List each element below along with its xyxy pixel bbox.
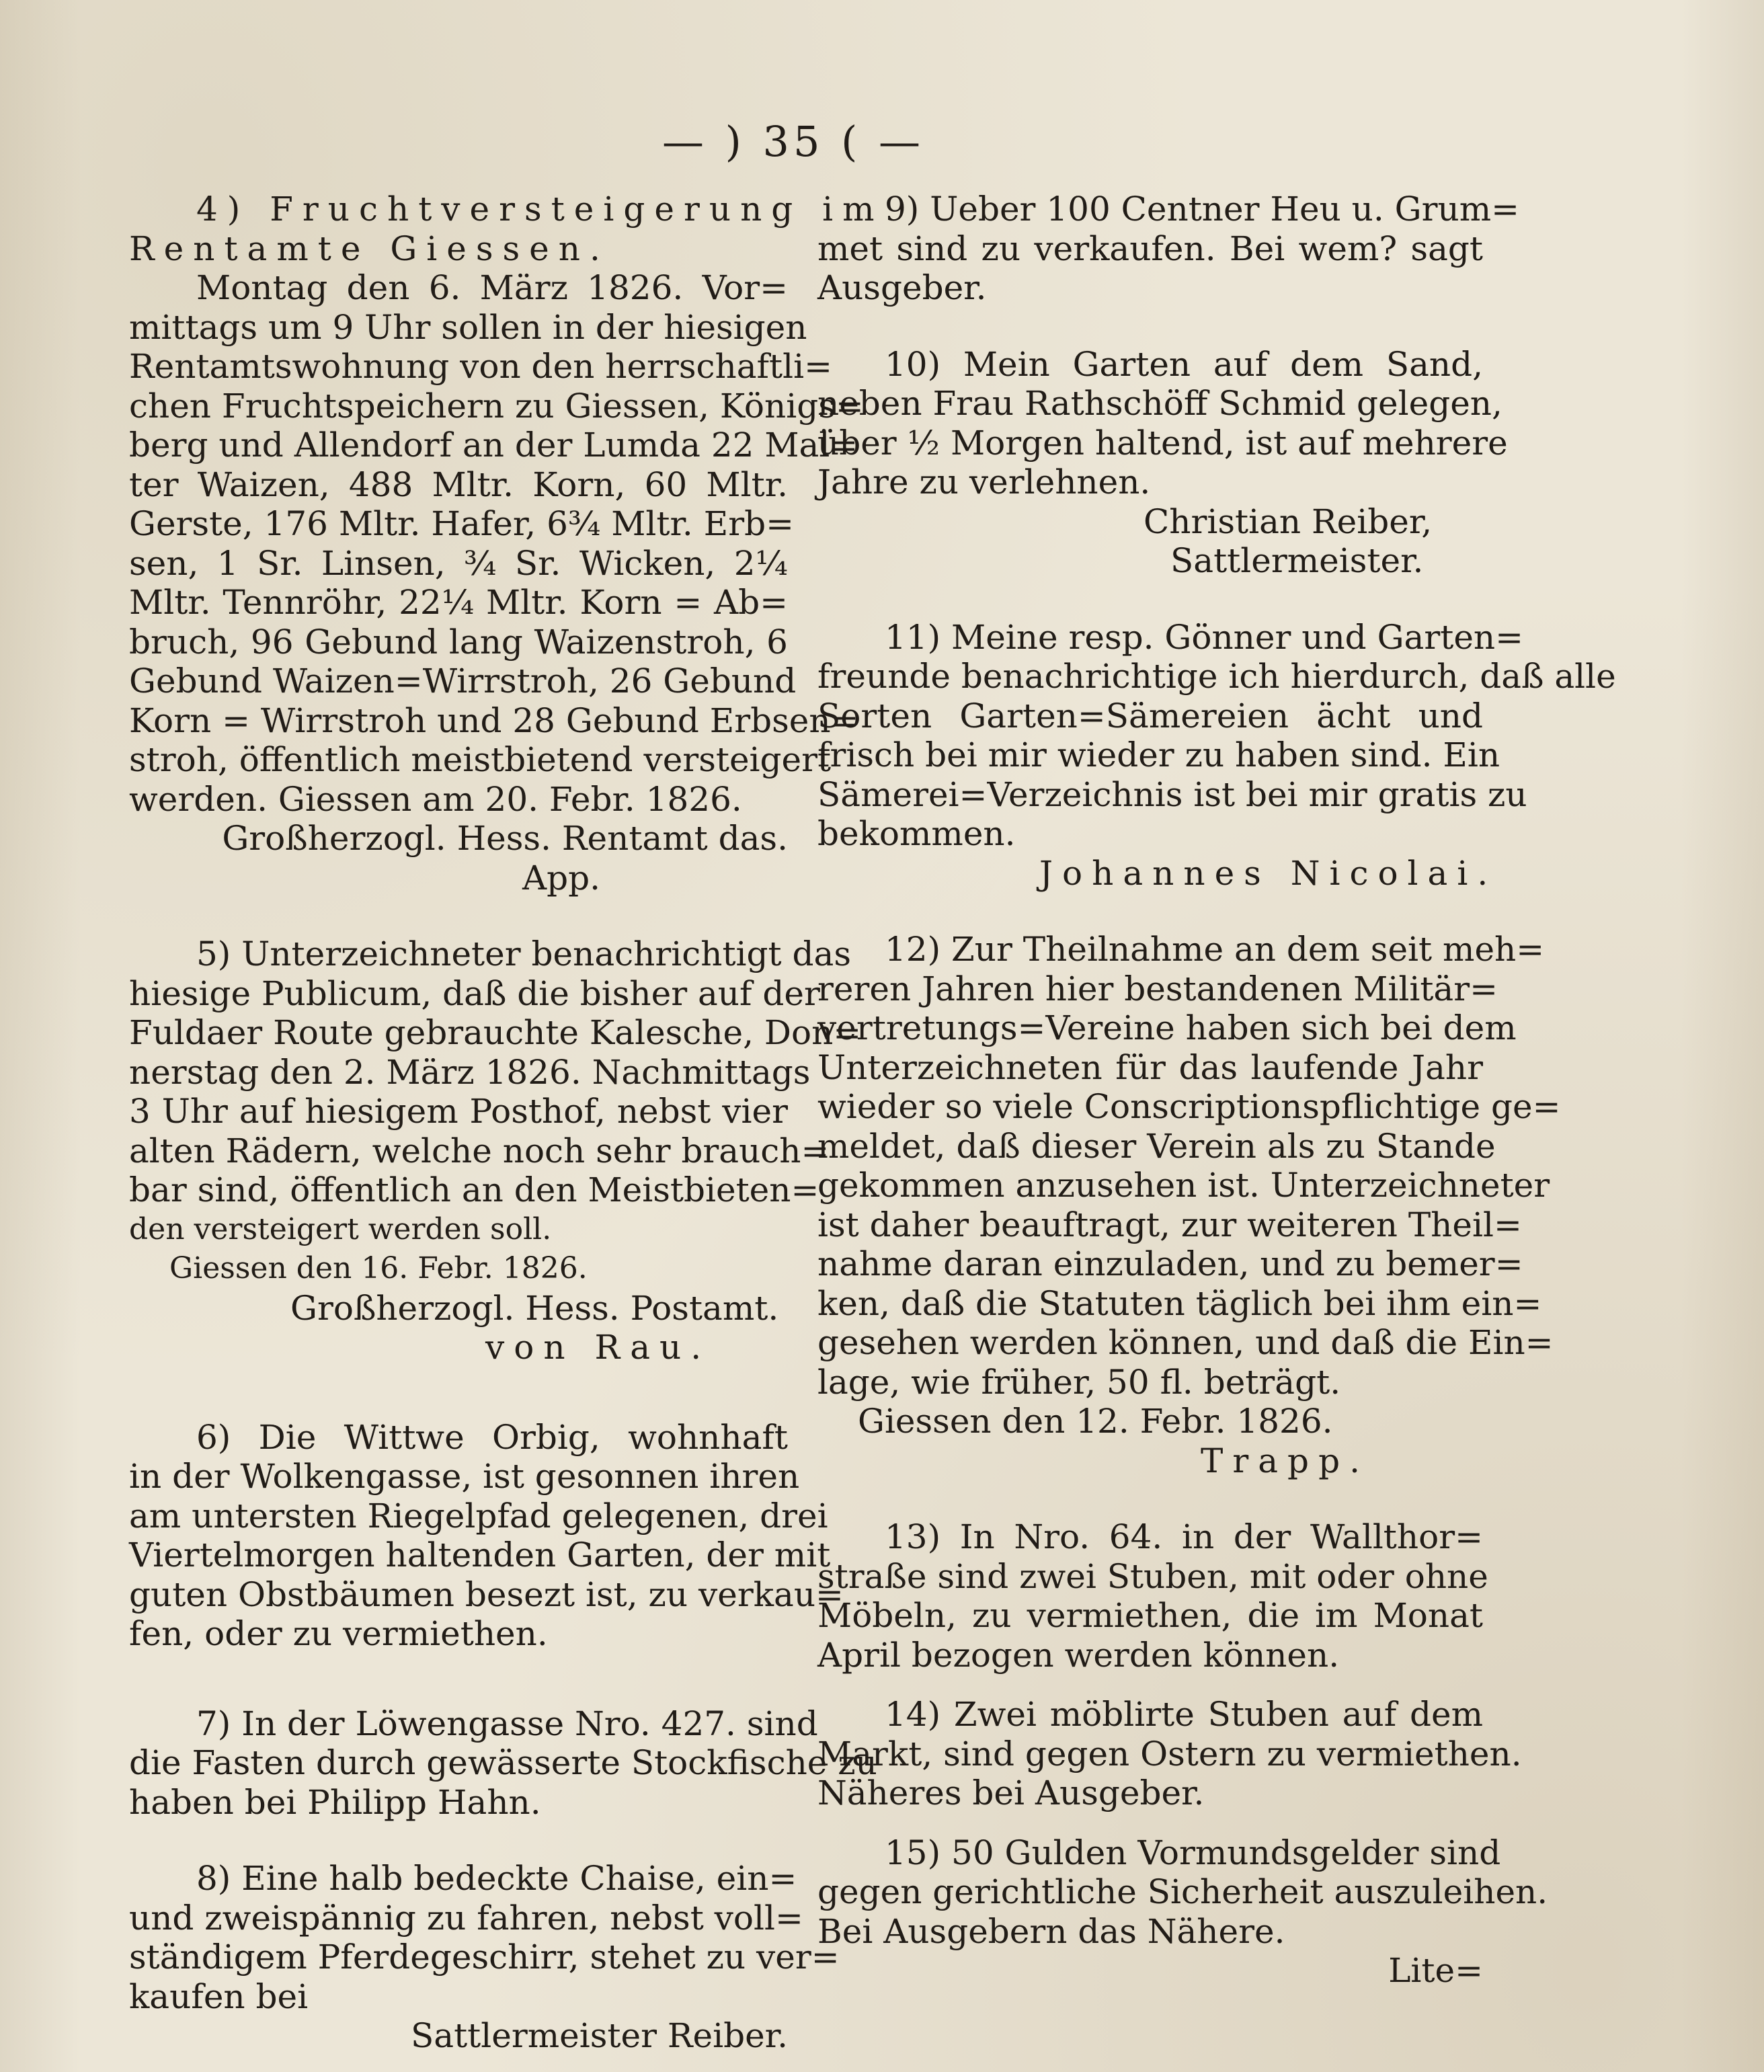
text-line: hiesige Publicum, daß die bisher auf der bbox=[129, 973, 820, 1013]
text-line: mittags um 9 Uhr sollen in der hiesigen bbox=[129, 307, 807, 347]
text-line: Gebund Waizen=Wirrstroh, 26 Gebund bbox=[129, 662, 797, 701]
text-line: 11) Meine resp. Gönner und Garten= bbox=[885, 617, 1523, 657]
text-line: gekommen anzusehen ist. Unterzeichneter bbox=[817, 1166, 1550, 1205]
text-line: stroh, öffentlich meistbietend versteigert bbox=[129, 740, 832, 779]
notice-title: 4) Fruchtversteigerung im bbox=[196, 190, 884, 229]
text-line: 7) In der Löwengasse Nro. 427. sind bbox=[196, 1704, 818, 1743]
signature: Christian Reiber, bbox=[1144, 502, 1433, 541]
text-line: alten Rädern, welche noch sehr brauch= bbox=[129, 1131, 830, 1170]
text-line: in der Wolkengasse, ist gesonnen ihren bbox=[129, 1457, 800, 1496]
signature: Trapp. bbox=[1201, 1441, 1369, 1480]
dateline: Giessen den 16. Febr. 1826. bbox=[169, 1251, 588, 1285]
text-line: ist daher beauftragt, zur weiteren Theil= bbox=[817, 1205, 1522, 1244]
text-line: straße sind zwei Stuben, mit oder ohne bbox=[817, 1556, 1488, 1596]
text-line: frisch bei mir wieder zu haben sind. Ein bbox=[817, 735, 1500, 774]
signature-name: von Rau. bbox=[485, 1328, 711, 1367]
text-line: 15) 50 Gulden Vormundsgelder sind bbox=[885, 1833, 1501, 1872]
text-line: chen Fruchtspeichern zu Giessen, Königs= bbox=[129, 386, 864, 426]
text-line: gegen gerichtliche Sicherheit auszuleihen. bbox=[817, 1872, 1548, 1911]
text-line: werden. Giessen am 20. Febr. 1826. bbox=[129, 779, 742, 819]
text-line: 3 Uhr auf hiesigem Posthof, nebst vier bbox=[129, 1092, 788, 1131]
page-number-header: — ) 35 ( — bbox=[662, 116, 925, 166]
text-line: bar sind, öffentlich an den Meistbieten= bbox=[129, 1170, 819, 1209]
signature-title: Sattlermeister. bbox=[1170, 541, 1424, 580]
text-line: ter Waizen, 488 Mltr. Korn, 60 Mltr. bbox=[129, 465, 788, 504]
notice-7 bbox=[129, 1704, 877, 1823]
text-line: nahme daran einzuladen, und zu bemer= bbox=[817, 1244, 1523, 1283]
notice-4 bbox=[129, 190, 884, 898]
text-line: Näheres bei Ausgeber. bbox=[817, 1774, 1205, 1812]
text-line: Bei Ausgebern das Nähere. bbox=[817, 1911, 1285, 1951]
text-line: neben Frau Rathschöff Schmid gelegen, bbox=[817, 384, 1502, 423]
text-line: Markt, sind gegen Ostern zu vermiethen. bbox=[817, 1734, 1522, 1774]
notice-12 bbox=[817, 930, 1561, 1480]
text-line: April bezogen werden können. bbox=[817, 1635, 1340, 1675]
text-line: berg und Allendorf an der Lumda 22 Mal= bbox=[129, 426, 858, 465]
text-line: Korn = Wirrstroh und 28 Gebund Erbsen= bbox=[129, 701, 859, 740]
text-line: über ½ Morgen haltend, ist auf mehrere bbox=[817, 423, 1508, 463]
text-line: bekommen. bbox=[817, 814, 1016, 853]
text-line: Möbeln, zu vermiethen, die im Monat bbox=[817, 1596, 1483, 1635]
text-line: met sind zu verkaufen. Bei wem? sagt bbox=[817, 229, 1483, 268]
signature: Johannes Nicolai. bbox=[1039, 853, 1498, 893]
notice-9 bbox=[817, 190, 1520, 308]
text-line: 9) Ueber 100 Centner Heu u. Grum= bbox=[885, 190, 1520, 229]
text-line: haben bei Philipp Hahn. bbox=[129, 1782, 541, 1822]
text-line: 5) Unterzeichneter benachrichtigt das bbox=[196, 934, 851, 973]
text-line: Sorten Garten=Sämereien ächt und bbox=[817, 696, 1483, 735]
signature: Großherzogl. Hess. Rentamt das. bbox=[222, 819, 788, 858]
catchword: Lite= bbox=[1388, 1951, 1483, 1990]
notice-11 bbox=[817, 617, 1616, 893]
text-line: Fuldaer Route gebrauchte Kalesche, Don= bbox=[129, 1013, 862, 1052]
notice-title: Rentamte Giessen. bbox=[129, 229, 610, 268]
text-line: nerstag den 2. März 1826. Nachmittags bbox=[129, 1052, 811, 1092]
left-column bbox=[129, 190, 884, 2056]
notice-15 bbox=[817, 1833, 1548, 1952]
text-line: lage, wie früher, 50 fl. beträgt. bbox=[817, 1362, 1341, 1402]
notice-8 bbox=[129, 1859, 840, 2056]
notice-13 bbox=[817, 1517, 1488, 1675]
notice-14 bbox=[817, 1695, 1522, 1813]
text-line: sen, 1 Sr. Linsen, ¾ Sr. Wicken, 2¼ bbox=[129, 543, 788, 583]
text-line: vertretungs=Vereine haben sich bei dem bbox=[817, 1008, 1517, 1047]
text-line: den versteigert werden soll. bbox=[129, 1211, 552, 1246]
text-line: Unterzeichneten für das laufende Jahr bbox=[817, 1047, 1483, 1087]
text-line: bruch, 96 Gebund lang Waizenstroh, 6 bbox=[129, 622, 788, 662]
signature: Sattlermeister Reiber. bbox=[411, 2016, 788, 2055]
text-line: die Fasten durch gewässerte Stockfische zu bbox=[129, 1743, 877, 1782]
notice-5 bbox=[129, 934, 862, 1367]
text-line: 14) Zwei möblirte Stuben auf dem bbox=[885, 1695, 1483, 1734]
text-line: Sämerei=Verzeichnis ist bei mir gratis zu bbox=[817, 774, 1527, 814]
notice-10 bbox=[817, 344, 1508, 581]
text-line: Rentamtswohnung von den herrschaftli= bbox=[129, 347, 832, 386]
text-line: Montag den 6. März 1826. Vor= bbox=[196, 268, 788, 307]
text-line: meldet, daß dieser Verein als zu Stande bbox=[817, 1126, 1496, 1166]
notice-6 bbox=[129, 1417, 844, 1654]
text-line: am untersten Riegelpfad gelegenen, drei bbox=[129, 1496, 828, 1536]
signature-name: App. bbox=[522, 858, 601, 898]
text-line: Mltr. Tennröhr, 22¼ Mltr. Korn = Ab= bbox=[129, 583, 788, 622]
text-line: Ausgeber. bbox=[817, 268, 987, 307]
text-line: reren Jahren hier bestandenen Militär= bbox=[817, 969, 1498, 1008]
text-line: 10) Mein Garten auf dem Sand, bbox=[885, 344, 1483, 384]
dateline: Giessen den 12. Febr. 1826. bbox=[858, 1402, 1333, 1441]
text-line: wieder so viele Conscriptionspflichtige ge= bbox=[817, 1087, 1561, 1126]
text-line: fen, oder zu vermiethen. bbox=[129, 1614, 548, 1653]
text-line: guten Obstbäumen besezt ist, zu verkau= bbox=[129, 1575, 844, 1614]
text-line: ständigem Pferdegeschirr, stehet zu ver= bbox=[129, 1938, 840, 1977]
right-column bbox=[817, 190, 1616, 1991]
text-line: kaufen bei bbox=[129, 1977, 309, 2016]
text-line: freunde benachrichtige ich hierdurch, daß alle bbox=[817, 657, 1616, 696]
text-line: Jahre zu verlehnen. bbox=[817, 463, 1151, 502]
text-line: Viertelmorgen haltenden Garten, der mit bbox=[129, 1536, 831, 1575]
text-line: ken, daß die Statuten täglich bei ihm ein= bbox=[817, 1283, 1542, 1323]
text-line: 6) Die Wittwe Orbig, wohnhaft bbox=[196, 1417, 788, 1457]
text-line: 8) Eine halb bedeckte Chaise, ein= bbox=[196, 1859, 797, 1898]
text-line: und zweispännig zu fahren, nebst voll= bbox=[129, 1898, 803, 1938]
text-line: 12) Zur Theilnahme an dem seit meh= bbox=[885, 930, 1545, 969]
signature: Großherzogl. Hess. Postamt. bbox=[290, 1288, 779, 1328]
text-line: 13) In Nro. 64. in der Wallthor= bbox=[885, 1517, 1483, 1556]
text-line: gesehen werden können, und daß die Ein= bbox=[817, 1323, 1554, 1362]
text-line: Gerste, 176 Mltr. Hafer, 6¾ Mltr. Erb= bbox=[129, 504, 795, 543]
